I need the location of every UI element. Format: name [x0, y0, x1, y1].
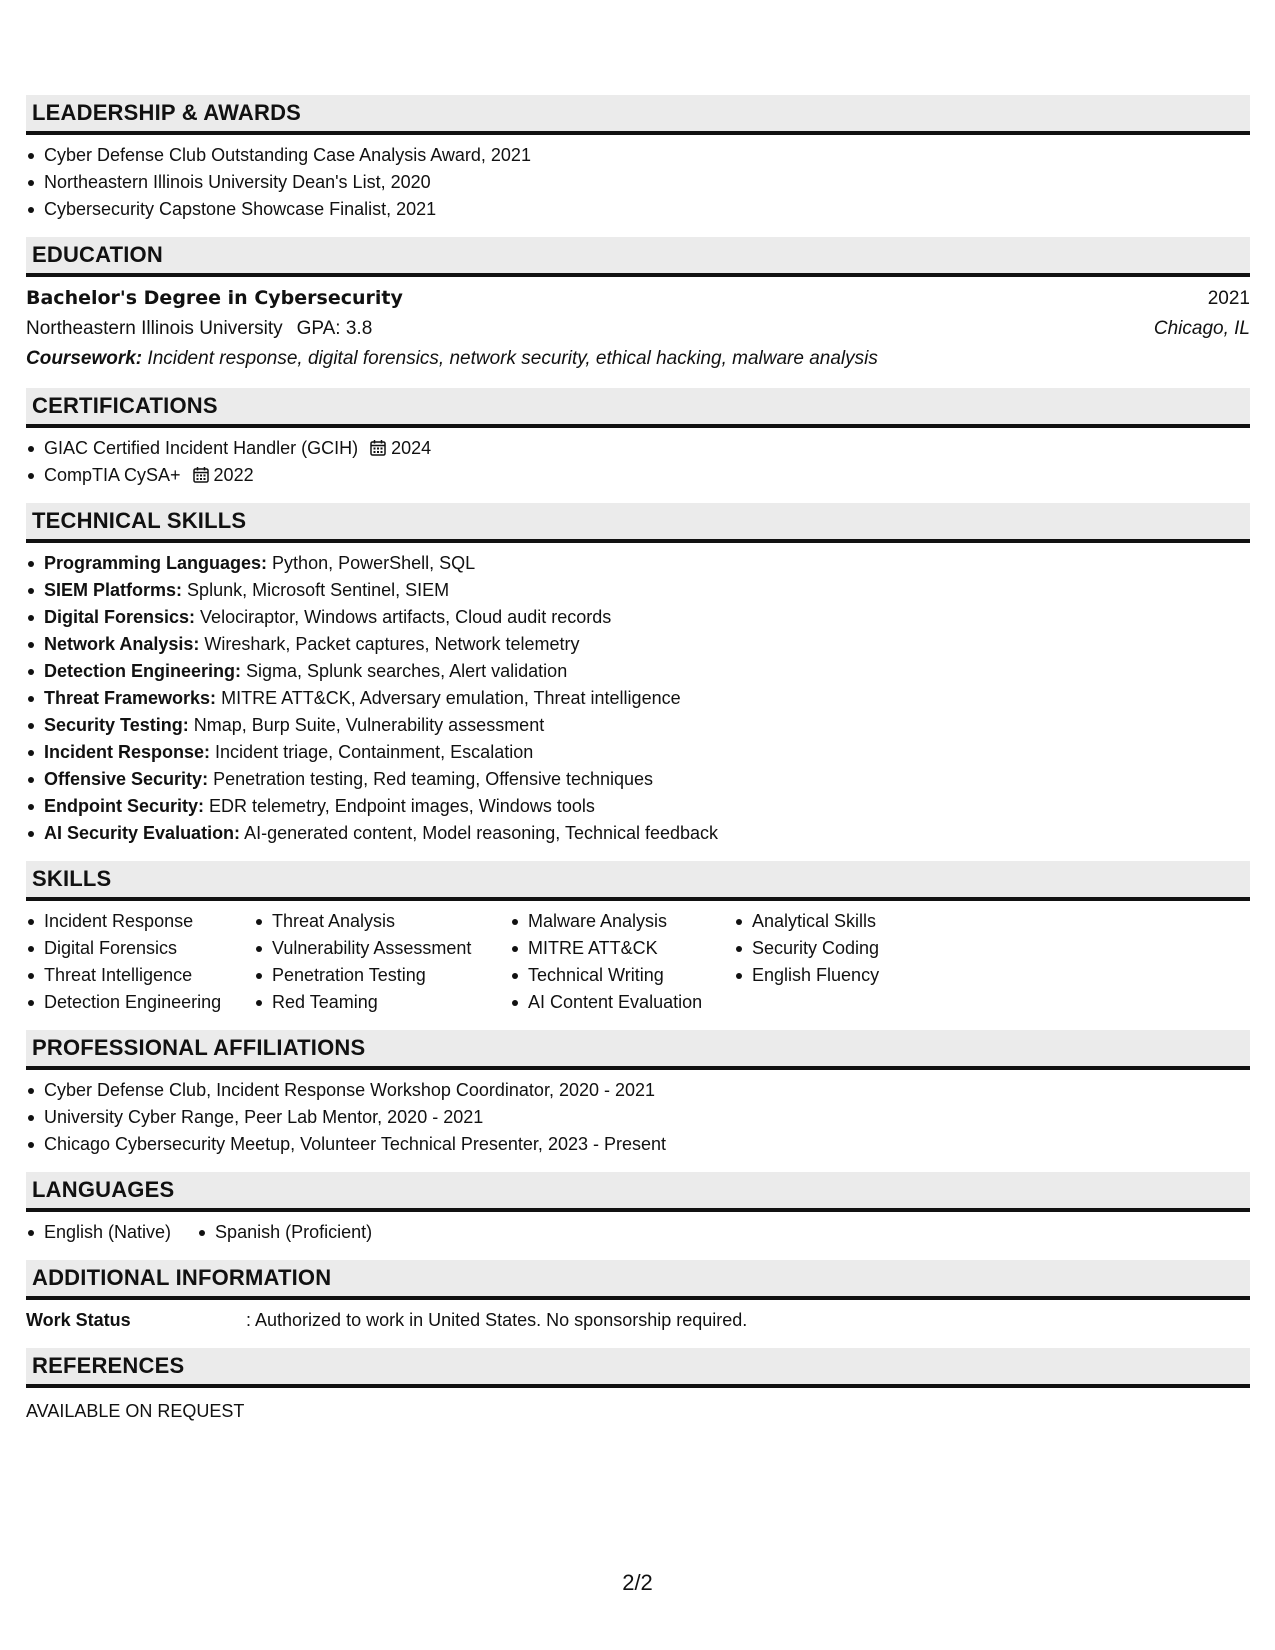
skill-category: Programming Languages:	[44, 553, 268, 573]
section-title: LEADERSHIP & AWARDS	[26, 95, 1250, 135]
gpa: GPA: 3.8	[296, 318, 373, 339]
skills-column	[26, 908, 254, 1016]
skill-category: SIEM Platforms:	[44, 580, 183, 600]
certification-item	[26, 462, 1250, 489]
list-item	[26, 631, 1250, 658]
skill-category: Detection Engineering:	[44, 661, 242, 681]
section-education	[26, 237, 1250, 374]
section-leadership-awards	[26, 95, 1250, 223]
list-item: Cybersecurity Capstone Showcase Finalist, 2021	[26, 196, 1250, 223]
section-languages	[26, 1172, 1250, 1246]
institution-name: Northeastern Illinois University	[26, 318, 283, 339]
degree-title: Bachelor's Degree in Cybersecurity	[26, 287, 403, 309]
certification-year: 2024	[391, 438, 432, 458]
list-item	[26, 739, 1250, 766]
skill-values: Nmap, Burp Suite, Vulnerability assessment	[193, 715, 545, 735]
skill-category: AI Security Evaluation:	[44, 823, 241, 843]
skill-values: Wireshark, Packet captures, Network telemetry	[204, 634, 580, 654]
skills-grid	[26, 901, 1250, 1016]
section-title: REFERENCES	[26, 1348, 1250, 1388]
list-item	[26, 820, 1250, 847]
certification-year: 2022	[213, 465, 254, 485]
skill-values: EDR telemetry, Endpoint images, Windows tools	[209, 796, 595, 816]
calendar-icon	[193, 466, 209, 483]
skills-column	[510, 908, 734, 1016]
awards-list	[26, 135, 1250, 223]
list-item	[26, 685, 1250, 712]
section-technical-skills	[26, 503, 1250, 847]
certifications-list	[26, 428, 1250, 489]
section-title: TECHNICAL SKILLS	[26, 503, 1250, 543]
list-item: Spanish (Proficient)	[197, 1219, 372, 1246]
list-item: Incident Response	[26, 908, 254, 935]
skill-category: Network Analysis:	[44, 634, 200, 654]
list-item: Cyber Defense Club, Incident Response Workshop Coordinator, 2020 - 2021	[26, 1077, 1250, 1104]
section-certifications	[26, 388, 1250, 489]
list-item	[26, 766, 1250, 793]
work-status-label: Work Status	[26, 1310, 131, 1330]
skill-values: Sigma, Splunk searches, Alert validation	[246, 661, 568, 681]
section-title: CERTIFICATIONS	[26, 388, 1250, 428]
skill-category: Offensive Security:	[44, 769, 209, 789]
section-professional-affiliations	[26, 1030, 1250, 1158]
section-title: SKILLS	[26, 861, 1250, 901]
list-item: Threat Analysis	[254, 908, 510, 935]
list-item: English Fluency	[734, 962, 934, 989]
list-item	[26, 712, 1250, 739]
section-title: EDUCATION	[26, 237, 1250, 277]
list-item: Red Teaming	[254, 989, 510, 1016]
page-number: 2/2	[622, 1570, 653, 1595]
certification-name: GIAC Certified Incident Handler (GCIH)	[44, 438, 359, 458]
list-item: Penetration Testing	[254, 962, 510, 989]
list-item: Vulnerability Assessment	[254, 935, 510, 962]
skill-category: Security Testing:	[44, 715, 189, 735]
skill-category: Endpoint Security:	[44, 796, 205, 816]
affiliations-list	[26, 1070, 1250, 1158]
skill-category: Digital Forensics:	[44, 607, 196, 627]
skills-column	[734, 908, 934, 1016]
work-status-value: : Authorized to work in United States. No sponsorship required.	[246, 1310, 748, 1330]
section-skills	[26, 861, 1250, 1016]
list-item: English (Native)	[26, 1219, 171, 1246]
graduation-year: 2021	[1207, 288, 1250, 309]
certification-name: CompTIA CySA+	[44, 465, 181, 485]
skill-values: Incident triage, Containment, Escalation	[215, 742, 534, 762]
list-item	[26, 550, 1250, 577]
section-references	[26, 1348, 1250, 1425]
technical-skills-list	[26, 543, 1250, 847]
coursework-label: Coursework:	[26, 348, 143, 369]
list-item: Technical Writing	[510, 962, 734, 989]
list-item: Threat Intelligence	[26, 962, 254, 989]
skill-values: Penetration testing, Red teaming, Offensive techniques	[213, 769, 654, 789]
education-entry	[26, 277, 1250, 374]
list-item	[26, 604, 1250, 631]
list-item: Chicago Cybersecurity Meetup, Volunteer Technical Presenter, 2023 - Present	[26, 1131, 1250, 1158]
skill-values: MITRE ATT&CK, Adversary emulation, Threat intelligence	[221, 688, 681, 708]
section-title: LANGUAGES	[26, 1172, 1250, 1212]
list-item: Cyber Defense Club Outstanding Case Analysis Award, 2021	[26, 142, 1250, 169]
list-item: AI Content Evaluation	[510, 989, 734, 1016]
work-status-row	[26, 1300, 1250, 1334]
list-item: Detection Engineering	[26, 989, 254, 1016]
references-text: AVAILABLE ON REQUEST	[26, 1401, 245, 1421]
skill-values: Velociraptor, Windows artifacts, Cloud audit records	[200, 607, 612, 627]
list-item: Analytical Skills	[734, 908, 934, 935]
skill-values: Python, PowerShell, SQL	[272, 553, 476, 573]
coursework-text: Incident response, digital forensics, network security, ethical hacking, malware analysis	[147, 348, 878, 369]
section-title: ADDITIONAL INFORMATION	[26, 1260, 1250, 1300]
section-additional-information	[26, 1260, 1250, 1334]
education-location: Chicago, IL	[1153, 318, 1250, 339]
list-item: Northeastern Illinois University Dean's List, 2020	[26, 169, 1250, 196]
list-item: Security Coding	[734, 935, 934, 962]
resume-page	[26, 95, 1250, 1439]
section-title: PROFESSIONAL AFFILIATIONS	[26, 1030, 1250, 1070]
languages-list	[26, 1212, 1250, 1246]
skill-category: Incident Response:	[44, 742, 211, 762]
certification-item	[26, 435, 1250, 462]
list-item: Digital Forensics	[26, 935, 254, 962]
list-item	[26, 658, 1250, 685]
list-item	[26, 577, 1250, 604]
list-item	[26, 793, 1250, 820]
skill-values: Splunk, Microsoft Sentinel, SIEM	[187, 580, 450, 600]
skill-category: Threat Frameworks:	[44, 688, 217, 708]
list-item: University Cyber Range, Peer Lab Mentor, 2020 - 2021	[26, 1104, 1250, 1131]
coursework	[26, 344, 1250, 374]
list-item: MITRE ATT&CK	[510, 935, 734, 962]
skill-values: AI-generated content, Model reasoning, Technical feedback	[244, 823, 719, 843]
skills-column	[254, 908, 510, 1016]
list-item: Malware Analysis	[510, 908, 734, 935]
calendar-icon	[370, 439, 386, 456]
